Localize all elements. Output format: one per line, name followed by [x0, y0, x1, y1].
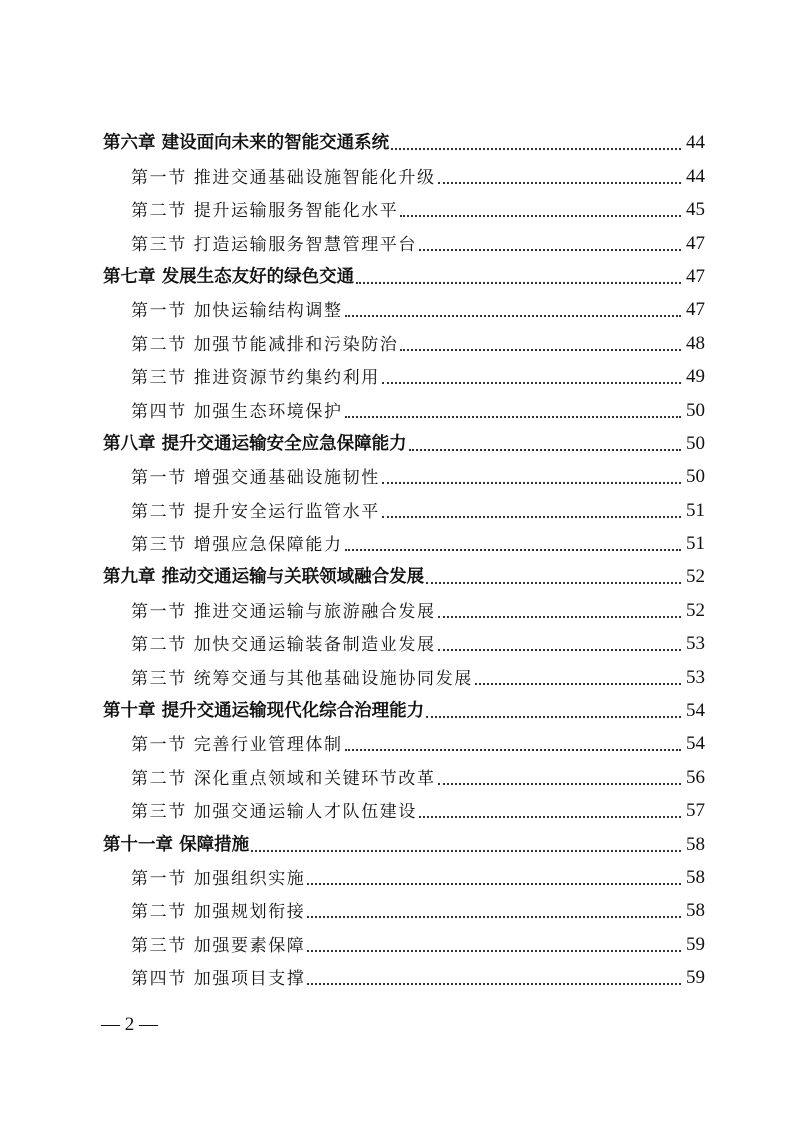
toc-section-entry[interactable]	[103, 394, 705, 427]
toc-page-number: 51	[686, 533, 705, 555]
dot-leader	[438, 616, 681, 618]
toc-section-entry[interactable]	[103, 628, 705, 661]
dot-leader	[356, 282, 681, 284]
toc-page-number: 50	[686, 399, 705, 421]
dot-leader	[345, 749, 681, 751]
toc-page-number: 54	[686, 700, 705, 722]
toc-entry-title: 第四节 加强项目支撑	[131, 969, 306, 990]
toc-section-entry[interactable]	[103, 728, 705, 761]
toc-page-number: 44	[686, 165, 705, 187]
toc-section-entry[interactable]	[103, 661, 705, 694]
toc-chapter-entry[interactable]	[103, 561, 705, 594]
toc-entry-title: 第三节 推进资源节约集约利用	[131, 368, 380, 389]
dot-leader	[307, 883, 681, 885]
toc-page-number: 56	[686, 766, 705, 788]
toc-entry-title: 第一节 推进交通运输与旅游融合发展	[131, 601, 436, 622]
toc-page-number: 50	[686, 432, 705, 454]
toc-entry-title: 第三节 加强交通运输人才队伍建设	[131, 802, 418, 823]
toc-page-number: 51	[686, 499, 705, 521]
dot-leader	[345, 549, 681, 551]
dot-leader	[382, 516, 681, 518]
toc-entry-title: 第三节 加强要素保障	[131, 935, 306, 956]
toc-entry-title: 第二节 加快交通运输装备制造业发展	[131, 635, 436, 656]
toc-section-entry[interactable]	[103, 494, 705, 527]
dot-leader	[409, 449, 681, 451]
toc-entry-title: 第二节 提升运输服务智能化水平	[131, 201, 399, 222]
toc-section-entry[interactable]	[103, 594, 705, 627]
toc-section-entry[interactable]	[103, 528, 705, 561]
toc-entry-title: 第八章 提升交通运输安全应急保障能力	[103, 433, 407, 454]
dot-leader	[345, 416, 681, 418]
toc-section-entry[interactable]	[103, 795, 705, 828]
toc-page-number: 44	[686, 132, 705, 154]
toc-entry-title: 第一节 加快运输结构调整	[131, 301, 343, 322]
toc-entry-title: 第十一章 保障措施	[103, 834, 250, 855]
dot-leader	[345, 315, 681, 317]
page-number-footer: — 2 —	[101, 1014, 158, 1035]
toc-page-number: 47	[686, 232, 705, 254]
toc-section-entry[interactable]	[103, 761, 705, 794]
toc-section-entry[interactable]	[103, 962, 705, 995]
toc-page-number: 58	[686, 833, 705, 855]
toc-entry-title: 第一节 完善行业管理体制	[131, 735, 343, 756]
toc-section-entry[interactable]	[103, 895, 705, 928]
toc-entry-title: 第二节 深化重点领域和关键环节改革	[131, 768, 436, 789]
toc-entry-title: 第七章 发展生态友好的绿色交通	[103, 266, 355, 287]
dot-leader	[307, 916, 681, 918]
toc-entry-title: 第二节 提升安全运行监管水平	[131, 501, 380, 522]
dot-leader	[400, 215, 681, 217]
dot-leader	[419, 249, 681, 251]
toc-page-number: 53	[686, 633, 705, 655]
dot-leader	[382, 382, 681, 384]
toc-entry-title: 第三节 打造运输服务智慧管理平台	[131, 234, 418, 255]
toc-section-entry[interactable]	[103, 461, 705, 494]
dot-leader	[382, 482, 681, 484]
dot-leader	[307, 950, 681, 952]
dot-leader	[438, 182, 681, 184]
toc-section-entry[interactable]	[103, 194, 705, 227]
toc-section-entry[interactable]	[103, 227, 705, 260]
dot-leader	[426, 716, 681, 718]
toc-section-entry[interactable]	[103, 160, 705, 193]
toc-entry-title: 第一节 增强交通基础设施韧性	[131, 468, 380, 489]
toc-entry-title: 第二节 加强规划衔接	[131, 902, 306, 923]
dot-leader	[400, 349, 681, 351]
toc-entry-title: 第一节 加强组织实施	[131, 868, 306, 889]
toc-page-number: 59	[686, 933, 705, 955]
toc-chapter-entry[interactable]	[103, 127, 705, 160]
toc-section-entry[interactable]	[103, 327, 705, 360]
toc-section-entry[interactable]	[103, 294, 705, 327]
toc-page-number: 47	[686, 299, 705, 321]
toc-section-entry[interactable]	[103, 928, 705, 961]
toc-chapter-entry[interactable]	[103, 695, 705, 728]
dot-leader	[251, 850, 681, 852]
toc-chapter-entry[interactable]	[103, 828, 705, 861]
toc-page-number: 50	[686, 466, 705, 488]
toc-page-number: 48	[686, 332, 705, 354]
toc-page-number: 52	[686, 599, 705, 621]
toc-entry-title: 第一节 推进交通基础设施智能化升级	[131, 167, 436, 188]
toc-entry-title: 第四节 加强生态环境保护	[131, 401, 343, 422]
toc-entry-title: 第三节 统筹交通与其他基础设施协同发展	[131, 668, 473, 689]
toc-entry-title: 第二节 加强节能减排和污染防治	[131, 334, 399, 355]
toc-page-number: 58	[686, 866, 705, 888]
toc-page-number: 57	[686, 800, 705, 822]
dot-leader	[475, 683, 681, 685]
toc-entry-title: 第六章 建设面向未来的智能交通系统	[103, 133, 390, 154]
dot-leader	[419, 816, 681, 818]
toc-entry-title: 第九章 推动交通运输与关联领域融合发展	[103, 567, 425, 588]
toc-page-number: 52	[686, 566, 705, 588]
toc-page-number: 54	[686, 733, 705, 755]
toc-chapter-entry[interactable]	[103, 261, 705, 294]
dot-leader	[438, 783, 681, 785]
toc-page-number: 45	[686, 199, 705, 221]
toc-entry-title: 第十章 提升交通运输现代化综合治理能力	[103, 701, 425, 722]
toc-page-number: 59	[686, 967, 705, 989]
toc-page-number: 58	[686, 900, 705, 922]
toc-section-entry[interactable]	[103, 862, 705, 895]
dot-leader	[438, 649, 681, 651]
toc-page-number: 53	[686, 666, 705, 688]
toc-entry-title: 第三节 增强应急保障能力	[131, 535, 343, 556]
toc-page-number: 49	[686, 366, 705, 388]
toc-section-entry[interactable]	[103, 361, 705, 394]
dot-leader	[426, 582, 681, 584]
dot-leader	[391, 148, 681, 150]
toc-chapter-entry[interactable]	[103, 428, 705, 461]
toc-page-number: 47	[686, 265, 705, 287]
table-of-contents	[103, 127, 705, 995]
dot-leader	[307, 983, 681, 985]
